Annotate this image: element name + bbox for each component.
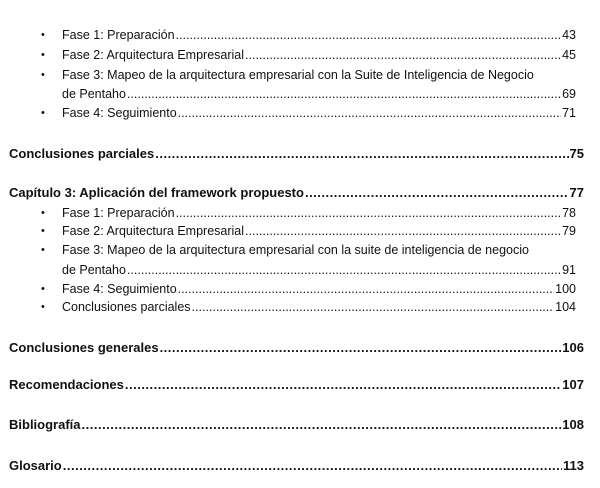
bullet-icon: • [41,29,45,41]
toc-entry-recomendaciones[interactable] [9,377,584,393]
toc-page-number: 113 [563,458,584,473]
toc-entry-title: Conclusiones generales [9,340,159,355]
toc-page-number: 77 [569,185,584,200]
toc-entry-glosario[interactable] [9,458,584,474]
toc-page-number: 104 [555,300,576,314]
toc-entry-title: Conclusiones parciales [62,300,191,314]
bullet-icon: • [41,69,45,81]
bullet-icon: • [41,301,45,313]
dot-leader [127,262,561,278]
dot-leader [178,281,554,297]
bullet-icon: • [41,283,45,295]
dot-leader [178,105,561,121]
toc-entry-capitulo-3[interactable] [9,185,584,201]
toc-entry-title: Fase 2: Arquitectura Empresarial [62,48,245,62]
toc-page-number: 107 [562,377,584,392]
toc-entry-title: Bibliografía [9,417,81,432]
toc-entry-conclusiones-generales[interactable] [9,340,584,356]
toc-entry-title: Glosario [9,458,62,473]
toc-entry-title: Fase 1: Preparación [62,206,175,220]
toc-entry-cap3-fase-3[interactable] [62,262,576,278]
toc-entry-fase-3[interactable] [62,86,576,102]
toc-entry-cap3-conclusiones-parciales[interactable] [41,299,576,315]
bullet-icon: • [41,225,45,237]
toc-entry-title: Fase 3: Mapeo de la arquitectura empresarial con la suite de inteligencia de negocio [62,243,529,257]
toc-page-number: 78 [562,206,576,220]
toc-entry-title: Capítulo 3: Aplicación del framework propuesto [9,185,304,200]
toc-entry-conclusiones-parciales[interactable] [9,146,584,162]
toc-page-number: 108 [562,417,584,432]
toc-page-number: 71 [562,106,576,120]
dot-leader [176,205,562,221]
toc-page-number: 45 [562,48,576,62]
toc-entry-fase-4[interactable] [41,105,576,121]
dot-leader [176,27,562,43]
toc-entry-title: Conclusiones parciales [9,146,155,161]
dot-leader [63,458,562,474]
dot-leader [125,377,561,393]
toc-entry-title: Recomendaciones [9,377,124,392]
toc-entry-cap3-fase-2[interactable] [41,223,576,239]
toc-entry-title: Fase 2: Arquitectura Empresarial [62,224,245,238]
toc-entry-title: Fase 4: Seguimiento [62,282,177,296]
toc-entry-title-continuation: de Pentaho [62,87,126,101]
toc-entry-fase-2[interactable] [41,47,576,63]
toc-entry-title: Fase 1: Preparación [62,28,175,42]
dot-leader [245,223,561,239]
dot-leader [127,86,561,102]
bullet-icon: • [41,49,45,61]
toc-entry-title-continuation: de Pentaho [62,263,126,277]
toc-page-number: 43 [562,28,576,42]
toc-entry-title: Fase 3: Mapeo de la arquitectura empresarial con la Suite de Inteligencia de Negocio [62,68,534,82]
toc-page-number: 69 [562,87,576,101]
dot-leader [192,299,555,315]
toc-entry-cap3-fase-4[interactable] [41,281,576,297]
toc-page-number: 79 [562,224,576,238]
dot-leader [82,417,562,433]
dot-leader [305,185,569,201]
toc-entry-cap3-fase-3-line-1[interactable] [41,242,529,258]
dot-leader [155,146,568,162]
toc-entry-cap3-fase-1[interactable] [41,205,576,221]
toc-entry-fase-3-line-1[interactable] [41,67,534,83]
dot-leader [160,340,562,356]
bullet-icon: • [41,244,45,256]
dot-leader [245,47,561,63]
toc-page-number: 100 [555,282,576,296]
bullet-icon: • [41,107,45,119]
toc-entry-fase-1[interactable] [41,27,576,43]
toc-page-number: 106 [562,340,584,355]
toc-entry-title: Fase 4: Seguimiento [62,106,177,120]
toc-entry-bibliografia[interactable] [9,417,584,433]
toc-page-number: 75 [569,146,584,161]
bullet-icon: • [41,207,45,219]
toc-page-number: 91 [562,263,576,277]
